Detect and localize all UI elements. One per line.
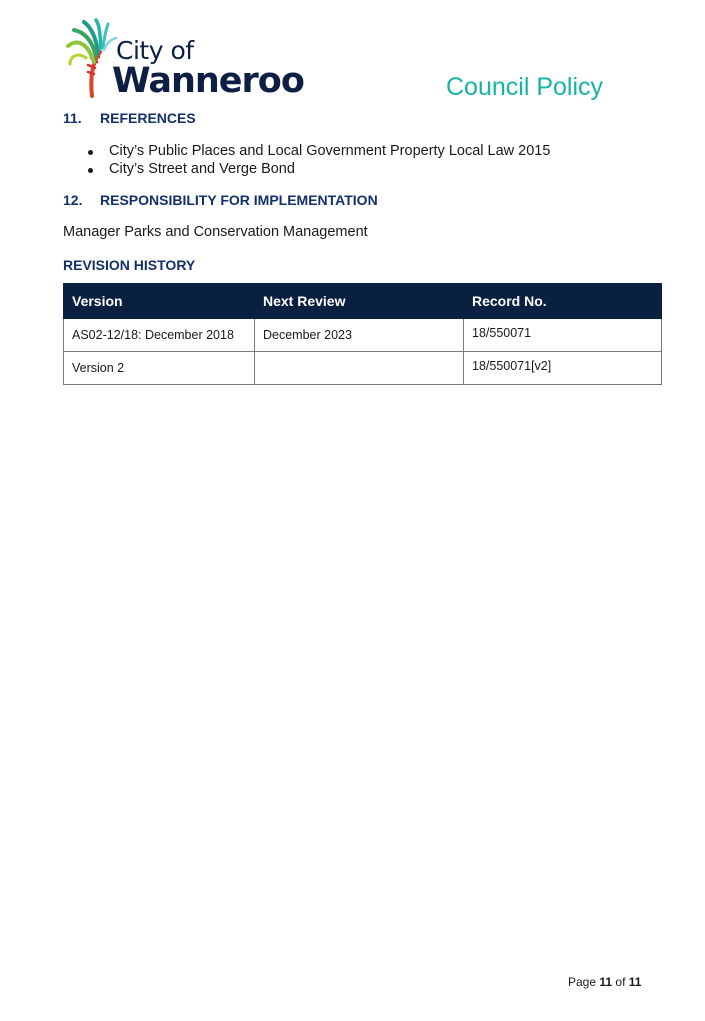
cell-version: AS02-12/18: December 2018 (64, 319, 255, 352)
logo-text-city-of: City of (116, 36, 194, 65)
page-number: Page 11 of 11 (568, 975, 642, 989)
table-header-row (64, 284, 662, 319)
list-item: City’s Street and Verge Bond (86, 161, 550, 179)
cell-version: Version 2 (64, 352, 255, 385)
table-row (64, 319, 662, 352)
revision-history-heading: REVISION HISTORY (63, 257, 196, 273)
section-title: RESPONSIBILITY FOR IMPLEMENTATION (100, 192, 378, 208)
responsibility-text: Manager Parks and Conservation Management (63, 224, 368, 240)
revision-history-table (63, 283, 662, 385)
column-header-version: Version (64, 284, 255, 319)
references-list (86, 143, 550, 178)
section-number: 12. (63, 192, 83, 208)
column-header-next-review: Next Review (255, 284, 464, 319)
cell-next-review: December 2023 (255, 319, 464, 352)
table-row (64, 352, 662, 385)
bullet-icon (88, 168, 93, 173)
logo-text-wanneroo: Wanneroo (112, 61, 304, 101)
bullet-icon (88, 150, 93, 155)
section-heading-references (63, 111, 196, 125)
section-number: 11. (63, 110, 82, 126)
section-title: REFERENCES (100, 110, 196, 126)
cell-record-no: 18/550071 (464, 319, 662, 352)
section-heading-responsibility (63, 193, 378, 207)
cell-next-review (255, 352, 464, 385)
city-of-wanneroo-logo (64, 18, 304, 102)
column-header-record-no: Record No. (464, 284, 662, 319)
document-type-title: Council Policy (446, 73, 604, 101)
cell-record-no: 18/550071[v2] (464, 352, 662, 385)
list-item: City’s Public Places and Local Government Property Local Law 2015 (86, 143, 550, 161)
